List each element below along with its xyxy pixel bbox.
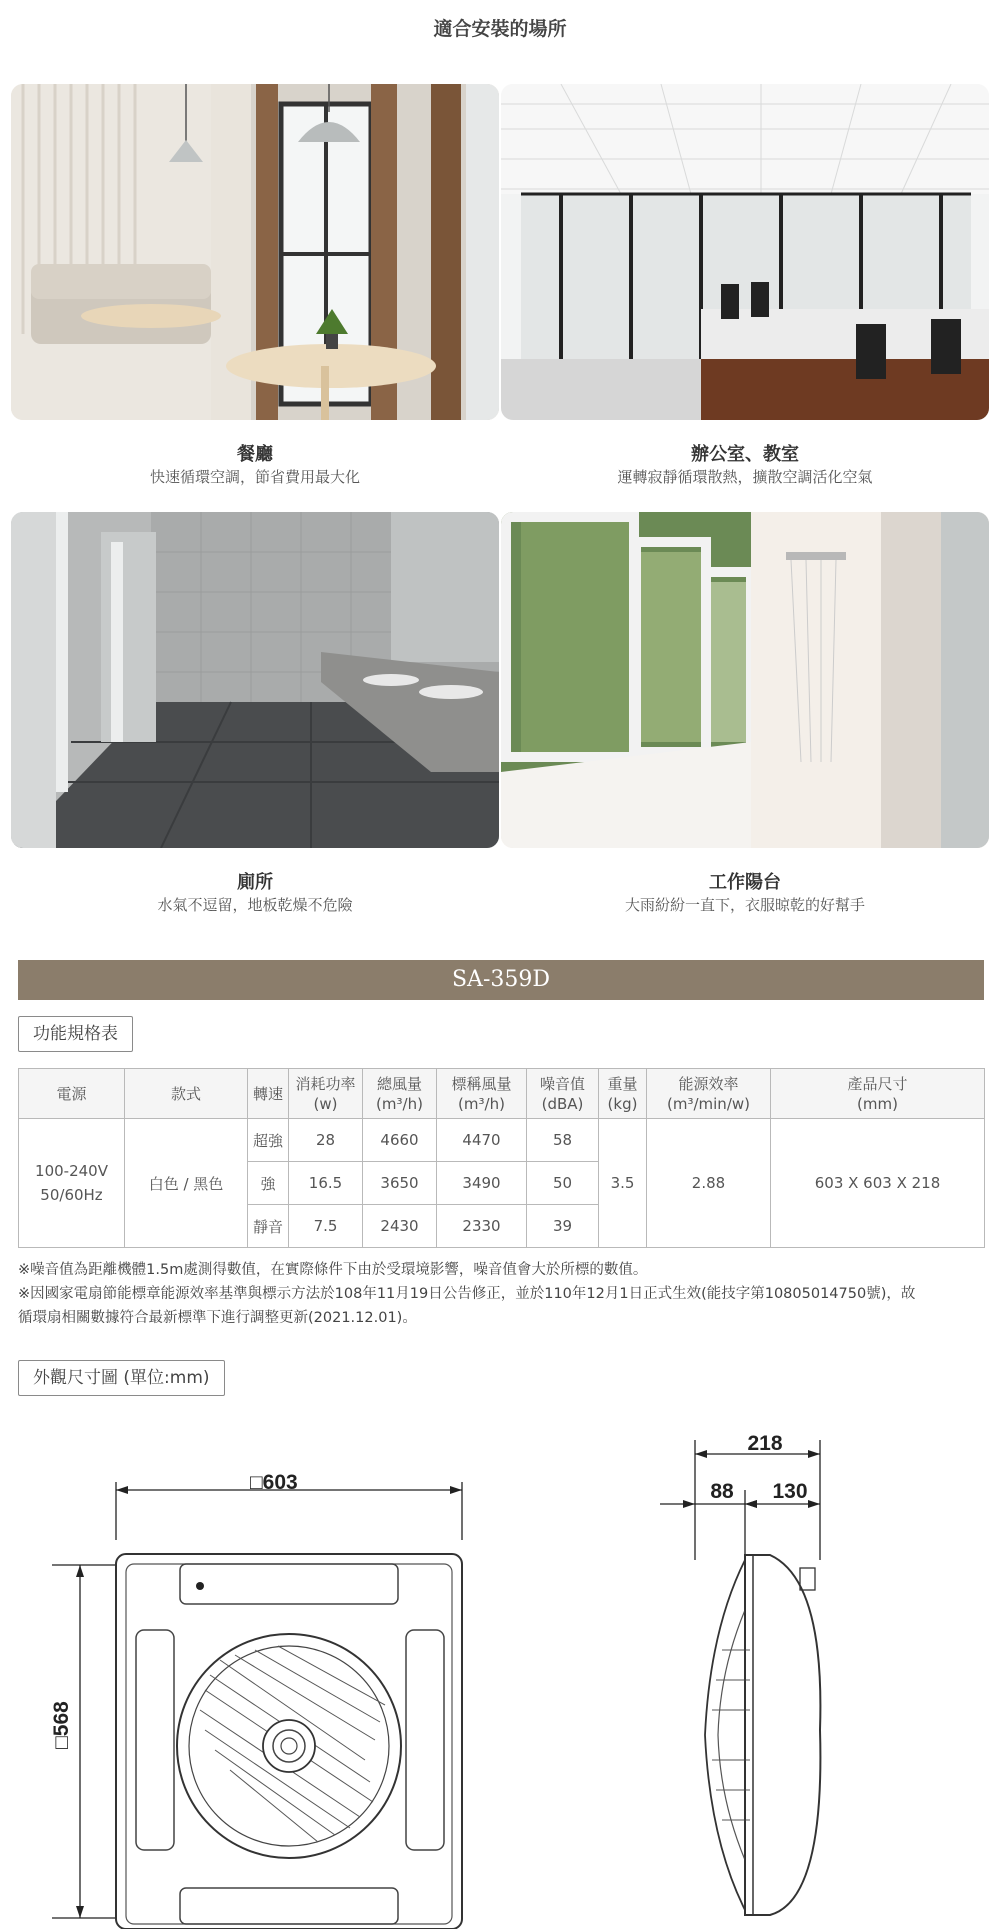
side-view-drawing <box>650 1430 850 1929</box>
rated-air-cell: 2330 <box>437 1205 527 1248</box>
note-regulation-cont: 循環扇相關數據符合最新標準下進行調整更新(2021.12.01)。 <box>18 1310 417 1326</box>
note-regulation: ※因國家電扇節能標章能源效率基準與標示方法於108年11月19日公告修正，並於110年12月1日正式生效(能技字第10805014750號)，故 <box>18 1286 916 1302</box>
restaurant-photo <box>11 84 499 420</box>
office-title: 辦公室、教室 <box>691 444 799 465</box>
header-efficiency: 能源效率 (m³/min/w) <box>647 1069 771 1119</box>
weight-cell: 3.5 <box>599 1119 647 1248</box>
header-rated-air: 標稱風量 (m³/h) <box>437 1069 527 1119</box>
power-cell: 100-240V 50/60Hz <box>19 1119 125 1248</box>
speed-cell: 靜音 <box>248 1205 289 1248</box>
total-air-cell: 3650 <box>363 1162 437 1205</box>
rated-air-cell: 3490 <box>437 1162 527 1205</box>
balcony-photo <box>501 512 989 848</box>
noise-cell: 39 <box>527 1205 599 1248</box>
balcony-desc: 大雨紛紛一直下，衣服晾乾的好幫手 <box>624 896 865 914</box>
table-row <box>19 1119 985 1162</box>
noise-cell: 58 <box>527 1119 599 1162</box>
office-desc: 運轉寂靜循環散熱，擴散空調活化空氣 <box>617 468 873 486</box>
header-power: 電源 <box>19 1069 125 1119</box>
side-a-label: 88 <box>710 1480 734 1503</box>
header-style: 款式 <box>125 1069 248 1119</box>
restaurant-desc: 快速循環空調，節省費用最大化 <box>149 468 360 486</box>
header-weight: 重量 (kg) <box>599 1069 647 1119</box>
restaurant-title: 餐廳 <box>237 444 273 465</box>
header-speed: 轉速 <box>248 1069 289 1119</box>
header-consumption: 消耗功率 (w) <box>289 1069 363 1119</box>
office-photo <box>501 84 989 420</box>
spec-table <box>18 1068 985 1248</box>
efficiency-cell: 2.88 <box>647 1119 771 1248</box>
speed-cell: 超強 <box>248 1119 289 1162</box>
consumption-cell: 28 <box>289 1119 363 1162</box>
side-total-label: 218 <box>747 1432 783 1455</box>
noise-cell: 50 <box>527 1162 599 1205</box>
restroom-desc: 水氣不逗留，地板乾燥不危險 <box>157 896 353 914</box>
restroom-title: 廁所 <box>237 872 273 893</box>
rated-air-cell: 4470 <box>437 1119 527 1162</box>
side-b-label: 130 <box>772 1480 808 1503</box>
consumption-cell: 7.5 <box>289 1205 363 1248</box>
consumption-cell: 16.5 <box>289 1162 363 1205</box>
header-noise: 噪音值 (dBA) <box>527 1069 599 1119</box>
header-total-air: 總風量 (m³/h) <box>363 1069 437 1119</box>
front-height-label: □568 <box>50 1701 73 1749</box>
header-size: 產品尺寸 (mm) <box>771 1069 985 1119</box>
dimensions-tag: 外觀尺寸圖 (單位:mm) <box>18 1360 225 1396</box>
table-header-row <box>19 1069 985 1119</box>
speed-cell: 強 <box>248 1162 289 1205</box>
restroom-photo <box>11 512 499 848</box>
total-air-cell: 2430 <box>363 1205 437 1248</box>
style-cell: 白色 / 黑色 <box>125 1119 248 1248</box>
model-bar: SA-359D <box>18 960 984 1000</box>
balcony-title: 工作陽台 <box>709 872 781 893</box>
front-width-label: □603 <box>250 1471 298 1494</box>
notes <box>18 1258 988 1330</box>
note-noise: ※噪音值為距離機體1.5m處測得數值，在實際條件下由於受環境影響，噪音值會大於所標的數值。 <box>18 1262 648 1278</box>
total-air-cell: 4660 <box>363 1119 437 1162</box>
spec-table-tag: 功能規格表 <box>18 1016 133 1052</box>
front-view-drawing <box>50 1460 480 1929</box>
section-title: 適合安裝的場所 <box>433 18 567 40</box>
size-cell: 603 X 603 X 218 <box>771 1119 985 1248</box>
